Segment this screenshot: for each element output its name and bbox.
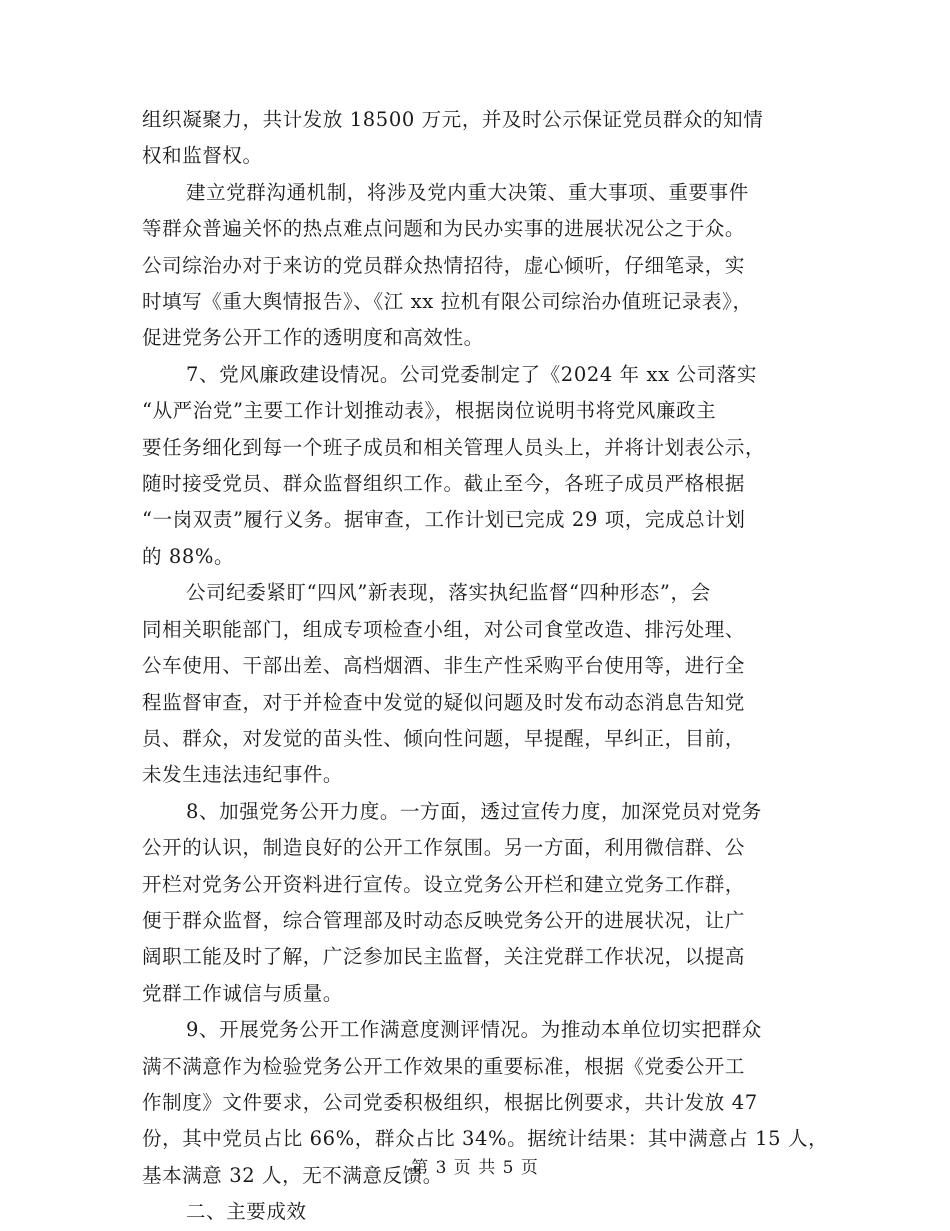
- paragraph: [142, 1194, 832, 1230]
- text-line: 7、党风廉政建设情况。公司党委制定了《2024 年 xx 公司落实: [186, 362, 757, 386]
- text-line: 未发生违法违纪事件。: [142, 763, 344, 787]
- text-line: 公司综治办对于来访的党员群众热情招待，虚心倾听，仔细笔录，实: [142, 253, 746, 277]
- text-line: 公开的认识，制造良好的公开工作氛围。另一方面，利用微信群、公: [142, 836, 746, 860]
- page-footer: 第 3 页 共 5 页: [411, 1158, 539, 1178]
- text-line: “从严治党”主要工作计划推动表》，根据岗位说明书将党风廉政主: [142, 399, 717, 423]
- text-line: 份，其中党员占比 66%，群众占比 34%。据统计结果：其中满意占 15 人，: [142, 1127, 829, 1151]
- text-line: 阔职工能及时了解，广泛参加民主监督，关注党群工作状况，以提高: [142, 945, 746, 969]
- text-line: 基本满意 32 人，无不满意反馈。: [142, 1163, 443, 1187]
- text-line: 8、加强党务公开力度。一方面，透过宣传力度，加深党员对党务: [186, 799, 762, 823]
- text-line: 开栏对党务公开资料进行宣传。设立党务公开栏和建立党务工作群，: [142, 872, 746, 896]
- text-line: 程监督审查，对于并检查中发觉的疑似问题及时发布动态消息告知党: [142, 690, 746, 714]
- text-line: 员、群众，对发觉的苗头性、倾向性问题，早提醒，早纠正，目前，: [142, 726, 746, 750]
- text-line: 的 88%。: [142, 544, 235, 568]
- text-line: 建立党群沟通机制，将涉及党内重大决策、重大事项、重要事件: [186, 180, 749, 204]
- text-line: 便于群众监督，综合管理部及时动态反映党务公开的进展状况，让广: [142, 908, 746, 932]
- text-line: 公车使用、干部出差、高档烟酒、非生产性采购平台使用等，进行全: [142, 654, 746, 678]
- text-line: 组织凝聚力，共计发放 18500 万元，并及时公示保证党员群众的知情: [142, 108, 764, 131]
- text-line: 作制度》文件要求，公司党委积极组织，根据比例要求，共计发放 47: [142, 1090, 758, 1114]
- text-line: 同相关职能部门，组成专项检查小组，对公司食堂改造、排污处理、: [142, 617, 746, 641]
- text-line: 满不满意作为检验党务公开工作效果的重要标准，根据《党委公开工: [142, 1054, 746, 1078]
- text-line: 9、开展党务公开工作满意度测评情况。为推动本单位切实把群众: [186, 1018, 762, 1042]
- text-line: 党群工作诚信与质量。: [142, 981, 344, 1005]
- text-line: 等群众普遍关怀的热点难点问题和为民办实事的进展状况公之于众。: [142, 217, 746, 241]
- text-line: 公司纪委紧盯“四风”新表现，落实执纪监督“四种形态”，会: [186, 581, 711, 605]
- text-line: 要任务细化到每一个班子成员和相关管理人员头上，并将计划表公示，: [142, 435, 766, 459]
- text-line: 二、主要成效: [186, 1200, 307, 1224]
- text-line: 促进党务公开工作的透明度和高效性。: [142, 326, 484, 350]
- paragraph: [142, 794, 832, 1012]
- document-body: [142, 102, 832, 1231]
- text-line: 随时接受党员、群众监督组织工作。截止至今，各班子成员严格根据: [142, 472, 746, 496]
- paragraph: [142, 357, 832, 575]
- paragraph: [142, 102, 832, 175]
- text-line: 权和监督权。: [142, 144, 263, 168]
- paragraph: [142, 175, 832, 357]
- paragraph: [142, 575, 832, 793]
- text-line: “一岗双责”履行义务。据审查，工作计划已完成 29 项，完成总计划: [142, 508, 746, 532]
- text-line: 时填写《重大舆情报告》、《江 xx 拉机有限公司综治办值班记录表》，: [142, 290, 753, 314]
